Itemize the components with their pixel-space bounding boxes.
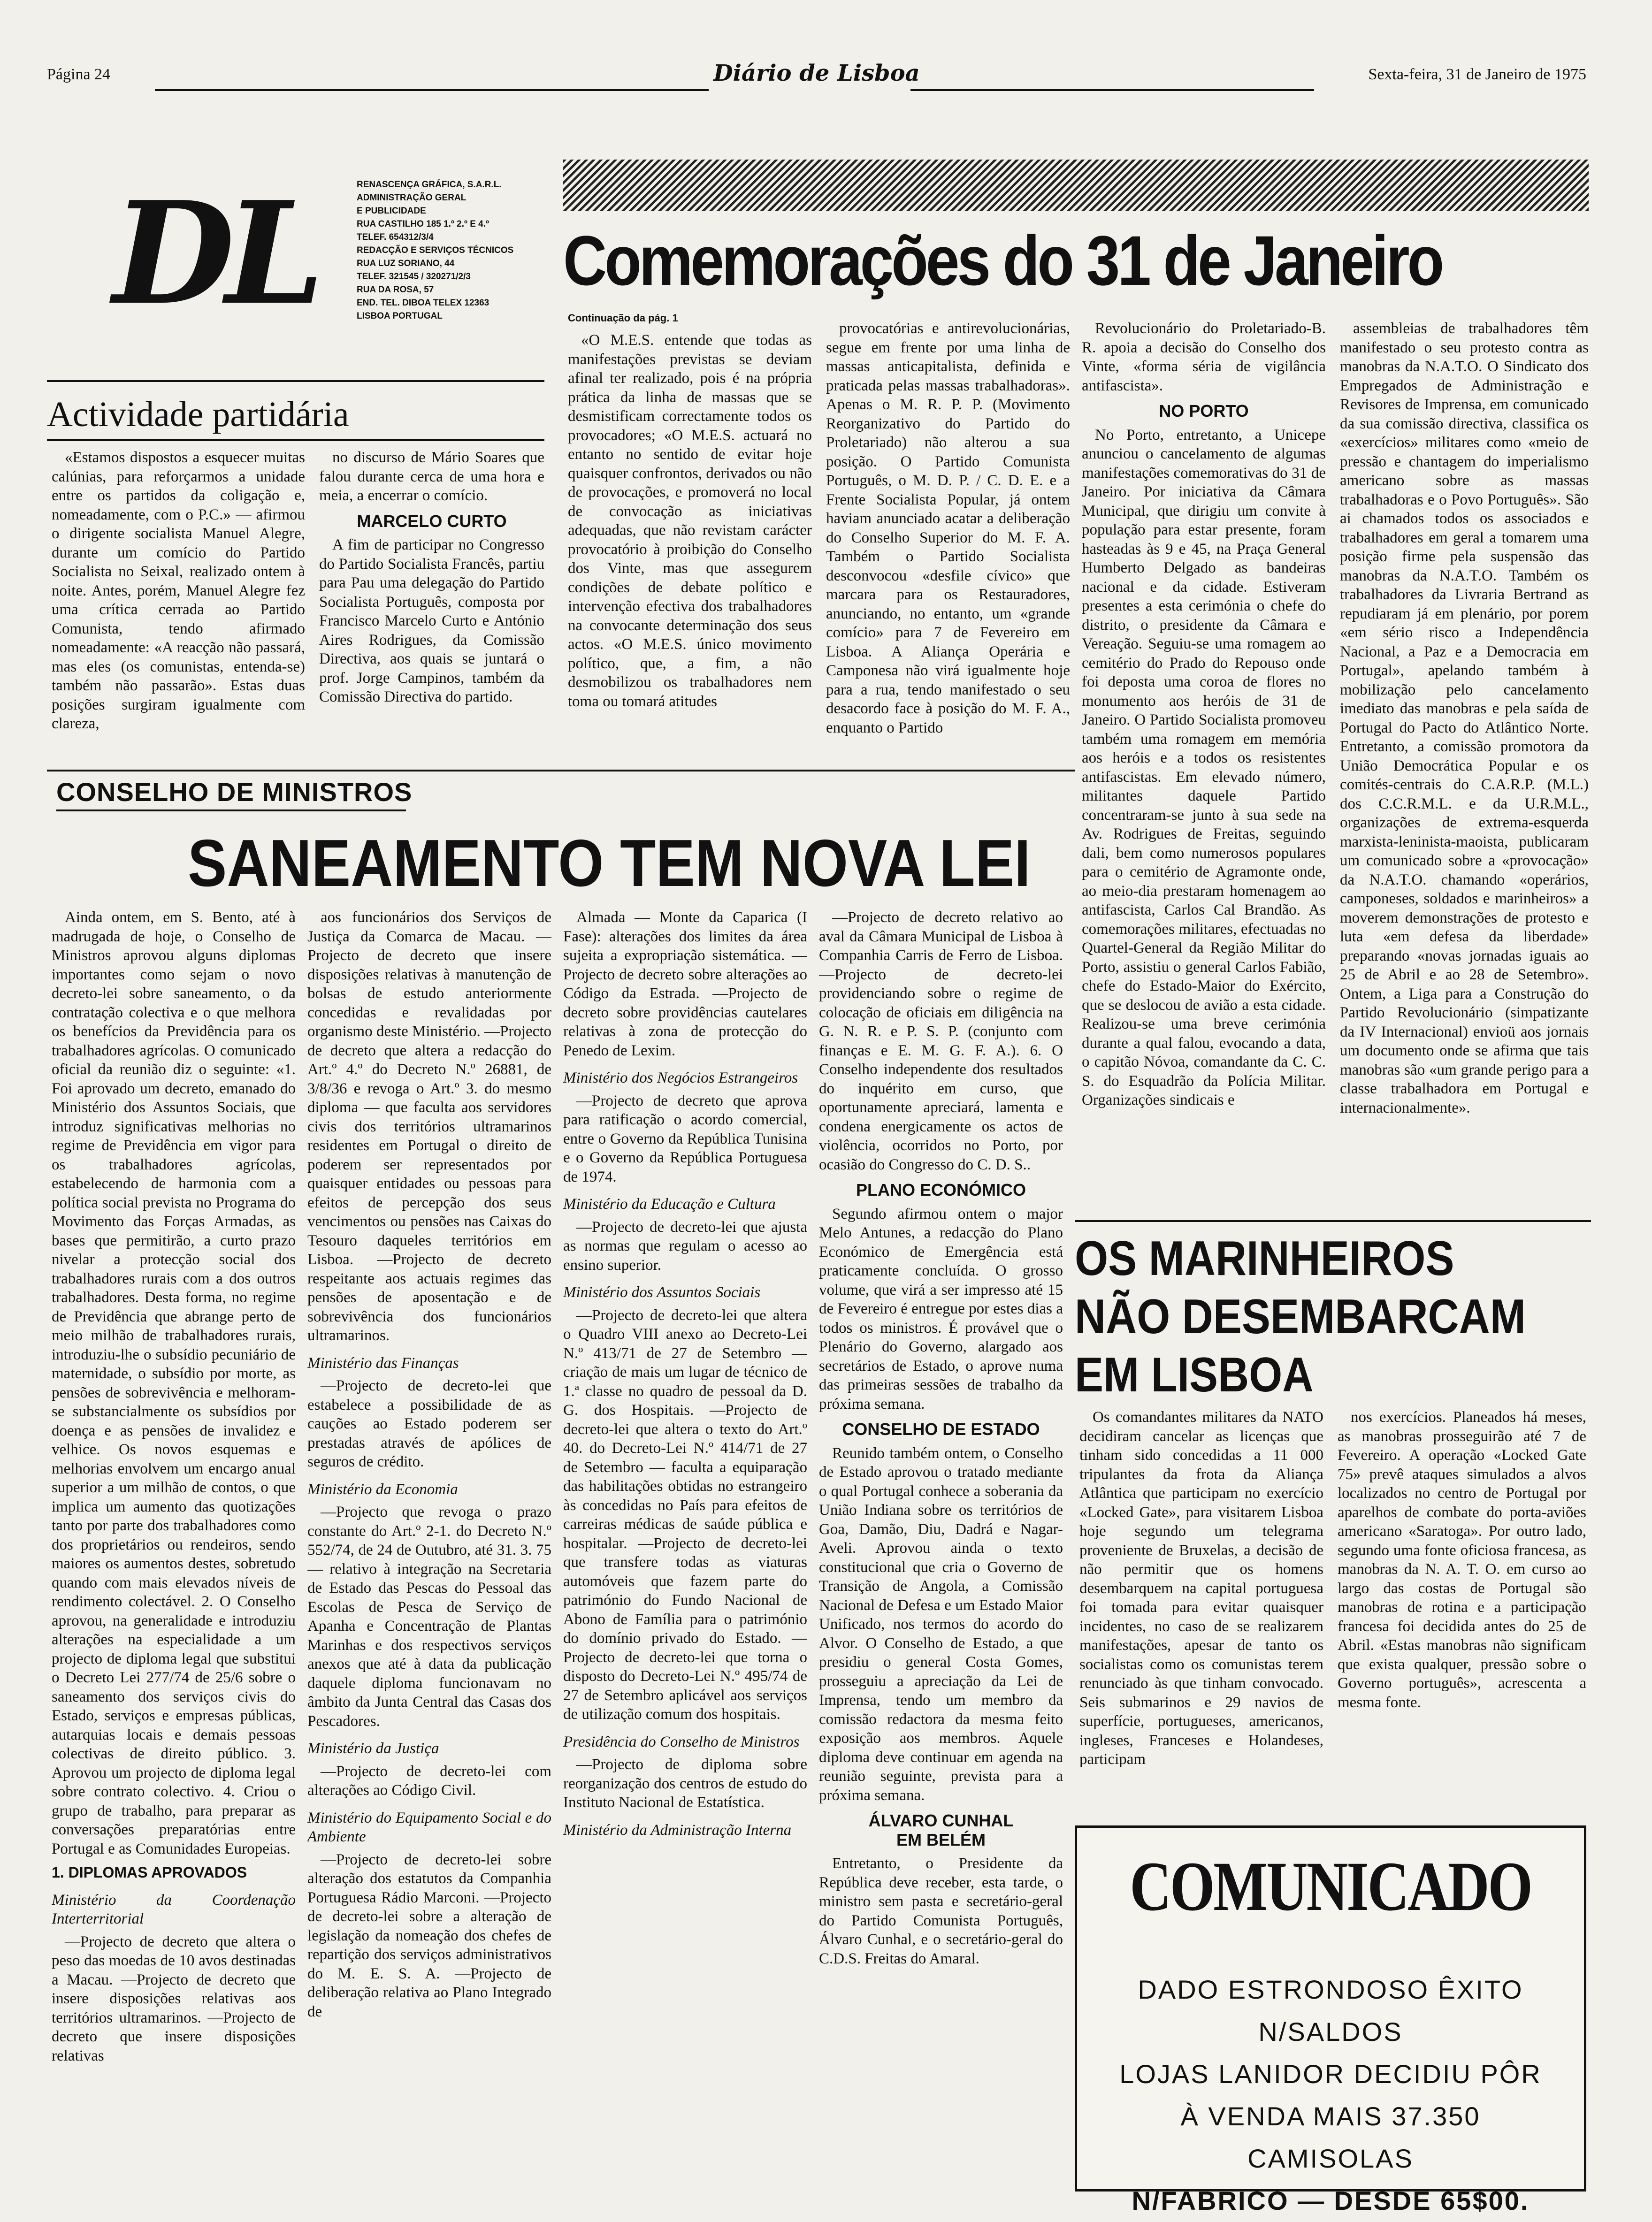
comunicado-line: DADO ESTRONDOSO ÊXITO N/SALDOS <box>1138 1975 1523 2046</box>
imprint-box <box>47 160 540 371</box>
dl-logo: DL <box>113 170 315 336</box>
conselho-col3b-text: —Projecto de decreto que aprova para ratificação o acordo comercial, entre o Governo da República Tunisina e o Governo da República Portuguesa de 1974. <box>563 1092 807 1185</box>
conselho-col3e-text: —Projecto de diploma sobre reorganização dos centros de estudo do Instituto Nacional de Estatística. <box>563 1756 807 1811</box>
comemoracoes-col3a-text: Revolucionário do Proletariado-B. R. apoia a decisão do Conselho dos Vinte, «forma séria de vigilância antifascista». <box>1082 320 1326 394</box>
issue-date: Sexta-feira, 31 de Janeiro de 1975 <box>1368 66 1586 83</box>
imprint-line: TELEF. 321545 / 320271/2/3 <box>357 272 471 282</box>
actividade-col1 <box>52 448 305 758</box>
marinheiros-headline-line3: EM LISBOA <box>1075 1348 1314 1402</box>
ministry-educacao: Ministério da Educação e Cultura <box>563 1196 776 1213</box>
comemoracoes-col3 <box>1082 319 1326 1220</box>
imprint-lines <box>357 178 513 323</box>
imprint-line: E PUBLICIDADE <box>357 206 426 216</box>
marinheiros-col1-text: Os comandantes militares da NATO decidiram cancelar as licenças que tinham sido concedidas a 11 000 tripulantes da frota da Aliança Atlântica que participam no exercício «Locked Gate», para visitarem Lisboa hoje segundo um telegrama proveniente de Bruxelas, a decisão de não permitir que os homens desembarquem na capital portuguesa foi tomada para evitar quaisquer incidentes, no caso de se realizarem manifestações, apesar de tanto os socialistas como os comunistas terem renunciado às que tinham convocado. Seis submarinos e 29 navios de superfície, portugueses, americanos, ingleses, Franceses e Holandeses, participam <box>1079 1409 1323 1768</box>
actividade-title-rule <box>47 439 544 441</box>
comemoracoes-col2 <box>826 319 1070 760</box>
conselho-col4a-text: —Projecto de decreto relativo ao aval da Câmara Municipal de Lisboa à Companhia Carris de Ferro de Lisboa. —Projecto de decreto-lei providenciando sobre o regime de colocação de oficiais em diligência na G. N. R. e P. S. P. (conjunto com finanças e E. M. G. F. A.). 6. O Conselho independente dos resultados do inquérito em curso, que oportunamente apreciará, lamenta e condena energicamente os actos de violência, ocorridos no Porto, por ocasião do Congresso do C. D. S.. <box>819 909 1063 1173</box>
comunicado-title: COMUNICADO <box>1130 1848 1531 1925</box>
ministry-assuntos-sociais: Ministério dos Assuntos Sociais <box>563 1284 761 1301</box>
comunicado-line: N/FABRICO — DESDE 65$00. <box>1132 2186 1530 2215</box>
conselho-col2b-text: —Projecto de decreto-lei que estabelece a possibilidade de as cauções ao Estado poderem ser prestadas através de apólices de seguros de crédito. <box>307 1377 551 1470</box>
comunicado-lines <box>1096 1969 1565 2222</box>
header-rule-right <box>910 89 1314 91</box>
conselho-kicker: CONSELHO DE MINISTROS <box>56 777 413 807</box>
conselho-col4b-text: Segundo afirmou ontem o major Melo Antunes, a redacção do Plano Económico de Emergência está praticamente concluída. O grosso volume, que virá a ser impresso até 15 de Fevereiro é entregue por estes dias a todos os ministros. É provável que o Plenário do Governo, alargado aos secretários de Estado, o aprove numa das primeiras sessões de trabalho da próxima semana. <box>819 1205 1063 1413</box>
imprint-line: LISBOA PORTUGAL <box>357 311 443 321</box>
conselho-col2c-text: —Projecto que revoga o prazo constante do Art.º 2-1. do Decreto N.º 552/74, de 24 de Outubro, até 31. 3. 75 — relativo à integração na Secretaria de Estado das Pescas do Pessoal das Escolas de Pesca de Serviço de Apanha e Concentração de Plantas Marinhas e dos respectivos serviços anexos que até à data da publicação daquele diploma funcionavam no âmbito da Junta Central das Casas dos Pescadores. <box>307 1504 551 1730</box>
marinheiros-headline-line1: OS MARINHEIROS <box>1075 1231 1454 1286</box>
ministry-coordenacao: Ministério da Coordenação Interterritorial <box>52 1891 296 1927</box>
imprint-line: RUA DA ROSA, 57 <box>357 285 434 295</box>
marinheiros-top-rule <box>1075 1220 1591 1222</box>
continuation-note: Continuação da pág. 1 <box>568 312 678 324</box>
comemoracoes-col4 <box>1340 319 1589 1220</box>
conselho-de-estado-subhead: CONSELHO DE ESTADO <box>842 1420 1040 1439</box>
conselho-col1 <box>52 908 296 2194</box>
comemoracoes-col1 <box>568 331 812 760</box>
comemoracoes-headline: Comemorações do 31 de Janeiro <box>563 221 1442 300</box>
diplomas-aprovados-subhead: 1. DIPLOMAS APROVADOS <box>52 1864 247 1881</box>
conselho-col3c-text: —Projecto de decreto-lei que ajusta as normas que regulam o acesso ao ensino superior. <box>563 1218 807 1274</box>
marinheiros-headline-line2: NÃO DESEMBARCAM <box>1075 1290 1526 1344</box>
marinheiros-col1 <box>1079 1408 1323 1821</box>
marinheiros-col2-text: nos exercícios. Planeados há meses, as manobras prosseguirão até 7 de Fevereiro. A operação «Locked Gate 75» prevê ataques simulados a alvos localizados no centro de Portugal por aparelhos de combate do porta-aviões americano «Saratoga». Por outro lado, segundo uma fonte oficiosa francesa, as manobras da N. A. T. O. em curso ao largo das costas de Portugal são manobras de rotina e a participação francesa foi decidida antes do 25 de Abril. «Estas manobras não significam que exista qualquer, pressão sobre o Governo português», acrescenta a mesma fonte. <box>1338 1409 1586 1711</box>
conselho-kicker-rule <box>56 809 406 811</box>
imprint-line: REDACÇÃO E SERVIÇOS TÉCNICOS <box>357 245 514 255</box>
comemoracoes-hatch-band <box>563 160 1589 211</box>
no-porto-subhead: NO PORTO <box>1159 401 1249 420</box>
ministry-administracao-interna: Ministério da Administração Interna <box>563 1821 792 1839</box>
actividade-col2a-text: no discurso de Mário Soares que falou durante cerca de uma hora e meia, a encerrar o comício. <box>319 449 544 504</box>
conselho-col4 <box>819 908 1063 2194</box>
page-number: Página 24 <box>47 66 111 83</box>
imprint-line: END. TEL. DIBOA TELEX 12363 <box>357 298 489 308</box>
imprint-rule <box>47 380 544 382</box>
ministry-economia: Ministério da Economia <box>307 1481 458 1498</box>
ministry-negocios-estrangeiros: Ministério dos Negócios Estrangeiros <box>563 1069 798 1086</box>
conselho-col1-text: Ainda ontem, em S. Bento, até à madrugada de hoje, o Conselho de Ministros aprovou alguns diplomas importantes como sejam o novo decreto-lei sobre saneamento, o da contratação colectiva e o que melhora os benefícios da Previdência para os trabalhadores agrícolas. O comunicado oficial da reunião diz o seguinte: «1. Foi aprovado um decreto, emanado do Ministério dos Assuntos Sociais, que introduz significativas melhorias no regime de Previdência em vigor para os trabalhadores agrícolas, estabelecendo de harmonia com a política social prevista no Programa do Movimento das Forças Armadas, as bases que permitirão, a curto prazo nivelar a protecção social dos trabalhadores rurais com a dos outros trabalhadores. Desta forma, no regime de Previdência que abrange perto de meio milhão de trabalhadores rurais, introduziu-lhe o subsídio pecuniário de maternidade, o subsídio por morte, as pensões de sobrevivência e melhoram-se substancialmente os subsídios por doença e as pensões de invalidez e velhice. Os novos esquemas e melhorias envolvem um encargo anual superior a um milhão de contos, o que implica um aumento das quotizações tanto por parte dos trabalhadores como dos proprietários ou rendeiros, sendo maiores os aumentos destes, sobretudo quando com mais elevados níveis de rendimento colectável. 2. O Conselho aprovou, na generalidade e introduziu alterações na especialidade a um projecto de diploma legal que substitui o Decreto Lei 277/74 de 25/6 sobre o saneamento dos serviços civis do Estado, serviços e empresas públicas, autarquias locais e demais pessoas colectivas de direito público. 3. Aprovou um projecto de diploma legal sobre contrato colectivo. 4. Criou o grupo de trabalho, para preparar as conversações preparatórias entre Portugal e as Comunidades Europeias. <box>52 909 296 1857</box>
saneamento-headline: SANEAMENTO TEM NOVA LEI <box>188 826 1031 901</box>
comemoracoes-col1-text: «O M.E.S. entende que todas as manifestações previstas se deviam afinal ter realizado, pois é na própria prática da linha de massas que se desmistificam correctamente todos os provocadores; «O M.E.S. actuará no entanto no sentido de evitar hoje quaisquer confrontos, derivados ou não de provocações, e promoverá no local de convocação as iniciativas adequadas, que não revistam carácter provocatório à proibição do Conselho dos Vinte, mas que assegurem condições de debate político e intervenção efectiva dos trabalhadores na convocante determinação dos seus actos. «O M.E.S. único movimento político, que, a fim, a não desmobilizou os trabalhadores nem toma ou tomará atitudes <box>568 332 812 710</box>
marinheiros-headline <box>1075 1229 1591 1404</box>
alvaro-cunhal-subhead-1: ÁLVARO CUNHAL <box>868 1811 1014 1830</box>
imprint-line: RENASCENÇA GRÁFICA, S.A.R.L. <box>357 180 502 190</box>
comemoracoes-col2-text: provocatórias e antirevolucionárias, segue em frente por uma linha de massas anticapitalista, definida e praticada pelas massas trabalhadoras». Apenas o M. R. P. P. (Movimento Reorganizativo do Partido do Proletariado) não alterou a sua posição. O Partido Comunista Português, o M. D. P. / C. D. E. e a Frente Socialista Popular, já ontem haviam anunciado acatar a deliberação do Conselho Superior do M. F. A. Também o Partido Socialista desconvocou «desfile cívico» que marcara para os Restauradores, anunciando, no entanto, um «grande comício» para 7 de Fevereiro em Lisboa. A Aliança Operária e Camponesa não virá igualmente hoje para a rua, tendo manifestado o seu desacordo face à posição do M. F. A., enquanto o Partido <box>826 320 1070 736</box>
imprint-line: RUA CASTILHO 185 1.º 2.º E 4.º <box>357 219 489 229</box>
comemoracoes-col4-text: assembleias de trabalhadores têm manifestado o seu protesto contra as manobras da N.A.T.O. O Sindicato dos Empregados de Administração e Revisores de Imprensa, em comunicado da sua comissão directiva, classifica os «exercícios» militares como «meio de pressão e chantagem do imperialismo americano sobre as massas trabalhadoras e o Povo Português». São ai chamados todos os associados e trabalhadores em geral a tomarem uma posição firme pela suspensão das manobras da N.A.T.O. Também os trabalhadores da Livraria Bertrand as repudiaram já em plenário, por porem «em sério risco a Independência Nacional, a Paz e a Democracia em Portugal», apelando também à mobilização pelo cancelamento imediato das manobras e pela saída de Portugal do Pacto do Atlântico Norte. Entretanto, a comissão promotora da União Democrática Popular e os comités-centrais do C.A.R.P. (M.L.) dos C.C.R.M.L. e da U.R.M.L., organizações de extrema-esquerda marxista-leninista-maoista, publicaram um comunicado sobre a «provocação» da N.A.T.O. chamando «operários, camponeses, soldados e marinheiros» a moverem demonstrações de protesto e luta «em defesa da liberdade» preparando «novas jornadas iguais ao 25 de Abril e ao 28 de Setembro». Ontem, a Liga para a Construção do Partido Revolucionário (simpatizante da IV Internacional) envioü aos jornais um documento onde se afirma que tais manobras são «um grande perigo para a classe trabalhadora em Portugal e internacionalmente». <box>1340 320 1589 1116</box>
marinheiros-col2 <box>1338 1408 1586 1821</box>
ministry-presidencia: Presidência do Conselho de Ministros <box>563 1733 800 1750</box>
actividade-col2b-text: A fim de participar no Congresso do Partido Socialista Francês, partiu para Pau uma delegação do Partido Socialista Português, composta por Francisco Marcelo Curto e António Aires Rodrigues, da Comissão Directiva, aos quais se juntará o prof. Jorge Campinos, também da Comissão Directiva do partido. <box>319 536 544 705</box>
alvaro-cunhal-subhead-2: EM BELÉM <box>896 1830 986 1849</box>
imprint-line: ADMINISTRAÇÃO GERAL <box>357 193 467 203</box>
actividade-col1-text: «Estamos dispostos a esquecer muitas calúnias, para reforçarmos a unidade entre os partidos da coligação e, nomeadamente, com o P.C.» — afirmou o dirigente socialista Manuel Alegre, durante um comício do Partido Socialista no Seixal, realizado ontem à noite. Antes, porém, Manuel Alegre fez uma crítica cerrada ao Partido Comunista, tendo afirmado nomeadamente: «A reacção não passará, mas eles (os comunistas, entenda-se) também não passarão». Estas duas posições surgiram igualmente com clareza, <box>52 449 305 732</box>
plano-economico-subhead: PLANO ECONÓMICO <box>856 1180 1026 1199</box>
ministry-equipamento: Ministério do Equipamento Social e do Ambiente <box>307 1809 551 1845</box>
conselho-col2d-text: —Projecto de decreto-lei com alterações ao Código Civil. <box>307 1763 551 1799</box>
marcelo-curto-subhead: MARCELO CURTO <box>357 511 507 531</box>
actividade-title: Actividade partidária <box>47 395 349 434</box>
conselho-col4d-text: Entretanto, o Presidente da República deve receber, esta tarde, o ministro sem pasta e secretário-geral do Partido Comunista Português, Álvaro Cunhal, e o secretário-geral do C.D.S. Freitas do Amaral. <box>819 1855 1063 1967</box>
conselho-col4c-text: Reunido também ontem, o Conselho de Estado aprovou o tratado mediante o qual Portugal conhece a soberania da União Indiana sobre os territórios de Goa, Damão, Diu, Dadrá e Nagar-Aveli. Aprovou ainda o texto constitucional que cria o Governo de Transição de Angola, a Comissão Nacional de Defesa e um Estado Maior Unificado, nos termos do acordo do Alvor. O Conselho de Estado, a que presidiu o general Costa Gomes, prosseguiu a apreciação da Lei de Imprensa, tendo um membro da comissão redactora da mesma feito exposição aos membros. Aquele diploma deve continuar em agenda na reunião seguinte, prevista para a próxima semana. <box>819 1444 1063 1804</box>
masthead: Diário de Lisboa <box>713 60 920 86</box>
conselho-col2 <box>307 908 551 2194</box>
actividade-col2 <box>319 448 544 758</box>
conselho-col2a-text: aos funcionários dos Serviços de Justiça da Comarca de Macau. —Projecto de decreto que insere disposições relativas à manutenção de bolsas de estudo anteriormente concedidas e revalidadas por organismo deste Ministério. —Projecto de decreto que altera a redacção do Art.º 4.º do Decreto N.º 26881, de 3/8/36 e revoga o Art.º 3. do mesmo diploma — que faculta aos servidores civis dos territórios ultramarinos residentes em Portugal o direito de poderem ser representados por quaisquer entidades ou pessoas para efeitos de percepção dos seus vencimentos ou pensões nas Caixas do Tesouro daqueles territórios em Lisboa. —Projecto de decreto respeitante aos actuais regimes das pensões de aposentação e de sobrevivência dos funcionários ultramarinos. <box>307 909 551 1344</box>
comunicado-line: LOJAS LANIDOR DECIDIU PÔR <box>1119 2059 1542 2089</box>
comemoracoes-col3b-text: No Porto, entretanto, a Unicepe anunciou o cancelamento de algumas manifestações comemorativas do 31 de Janeiro. Por iniciativa da Câmara Municipal, que dirigiu um convite à população para estar presente, foram hasteadas às 9 e 45, na Praça General Humberto Delgado as bandeiras nacional e da cidade. Estiveram presentes a esta cerimónia o chefe do distrito, o presidente da Câmara e Vereação. Seguiu-se uma romagem ao cemitério do Prado do Repouso onde foi deposta uma coroa de flores no monumento aos heróis de 31 de Janeiro. O Partido Socialista promoveu também uma romagem em memória aos heróis e a todos os resistentes antifascistas. Em elevado número, militantes daquele Partido concentraram-se junto à sua sede na Av. Rodrigues de Freitas, seguindo dali, bem como numerosos populares para o cemitério de Agramonte onde, ao meio-dia prestaram homenagem ao antifascista, Carlos Cal Brandão. As comemorações militares, efectuadas no Quartel-General da Região Militar do Porto, assistiu o general Carlos Fabião, chefe do Estado-Maior do Exército, que se deslocou de avião a esta cidade. Realizou-se uma breve cerimónia durante a qual falou, evocando a data, o capitão Nóvoa, comandante da C. C. S. do Esquadrão da Polícia Militar. Organizações sindicais e <box>1082 426 1326 1108</box>
conselho-col3 <box>563 908 807 2194</box>
comunicado-line: À VENDA MAIS 37.350 CAMISOLAS <box>1180 2101 1481 2173</box>
conselho-col3d-text: —Projecto de decreto-lei que altera o Quadro VIII anexo ao Decreto-Lei N.º 413/71 de 27 de Setembro — criação de mais um lugar de técnico de 1.ª classe no quadro de pessoal da D. G. dos Hospitais. —Projecto de decreto-lei que altera o texto do Art.º 40. do Decreto-Lei N.º 414/71 de 27 de Setembro — faculta a equiparação das habilitações obtidas no estrangeiro às concedidas no País para efeitos de carreiras médicas de saúde pública e hospitalar. —Projecto de decreto-lei que transfere todas as viaturas automóveis que fazem parte do património do Fundo Nacional de Abono de Família para o património do domínio privado do Estado. —Projecto de decreto-lei que torna o disposto do Decreto-Lei N.º 495/74 de 27 de Setembro aplicável aos serviços de utilização comum dos hospitais. <box>563 1306 807 1723</box>
ministry-financas: Ministério das Finanças <box>307 1354 459 1372</box>
conselho-col2e-text: —Projecto de decreto-lei sobre alteração dos estatutos da Companhia Portuguesa Rádio Marconi. —Projecto de decreto-lei sobre a alteração de legislação da nomeação dos chefes de repartição dos serviços administrativos do M. E. S. A. —Projecto de deliberação relativa ao Plano Integrado de <box>307 1851 551 2020</box>
ministry-justica: Ministério da Justiça <box>307 1740 439 1757</box>
conselho-col1b-text: —Projecto de decreto que altera o peso das moedas de 10 avos destinadas a Macau. —Projecto de decreto que insere disposições relativas aos territórios ultramarinos. —Projecto de decreto que insere disposições relativas <box>52 1933 296 2064</box>
comunicado-ad <box>1075 1825 1586 2215</box>
imprint-line: RUA LUZ SORIANO, 44 <box>357 259 455 268</box>
conselho-col3a-text: Almada — Monte da Caparica (I Fase): alterações dos limites da área sujeita a expropriação sistemática. —Projecto de decreto sobre alterações ao Código da Estrada. —Projecto de decreto sobre providências cautelares relativas à zona de protecção do Penedo de Lexim. <box>563 909 807 1059</box>
conselho-top-rule <box>47 770 1075 771</box>
header-rule-left <box>155 89 709 91</box>
imprint-line: TELEF. 654312/3/4 <box>357 232 434 242</box>
